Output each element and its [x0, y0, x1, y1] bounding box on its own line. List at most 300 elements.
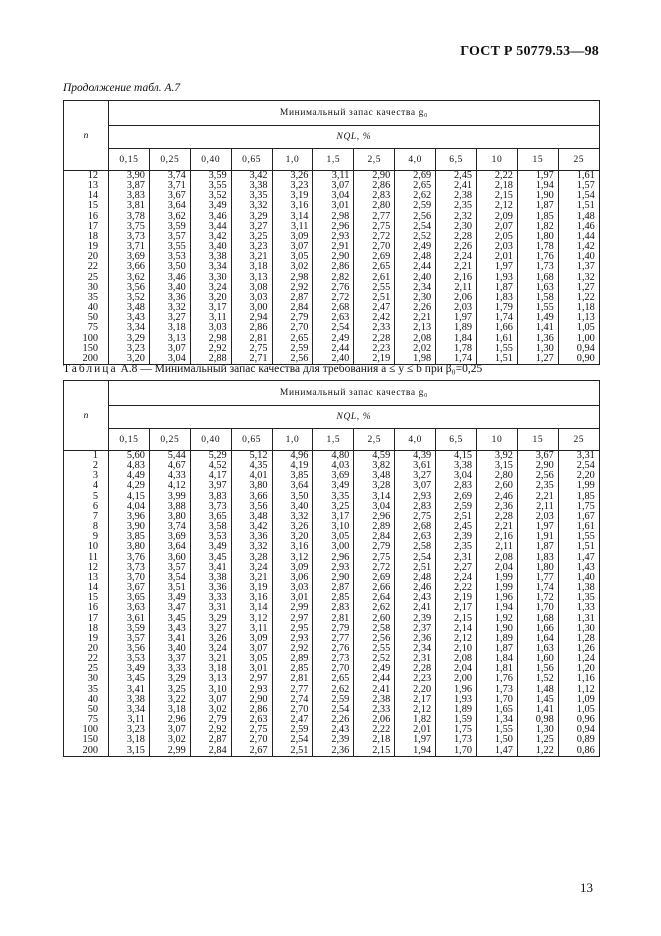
value-cell: 1,60 — [535, 653, 554, 665]
value-cell: 3,52 — [126, 291, 145, 303]
value-column — [190, 451, 231, 757]
value-cell: 3,19 — [249, 582, 268, 594]
value-cell: 3,03 — [208, 322, 227, 334]
value-cell: 3,09 — [249, 632, 268, 644]
value-cell: 1,55 — [535, 302, 554, 314]
value-cell: 1,87 — [535, 541, 554, 553]
value-cell: 2,83 — [372, 190, 391, 202]
value-cell: 3,45 — [167, 612, 186, 624]
value-cell: 2,03 — [535, 510, 554, 522]
sample-size-cell: 15 — [87, 200, 98, 212]
value-cell: 2,51 — [453, 510, 473, 522]
value-cell: 3,01 — [331, 200, 350, 212]
value-cell: 3,67 — [535, 450, 554, 461]
value-cell: 3,92 — [494, 450, 513, 461]
value-column — [231, 451, 272, 757]
value-cell: 2,40 — [331, 352, 350, 364]
value-cell: 1,40 — [576, 571, 595, 583]
value-cell: 4,29 — [126, 480, 145, 492]
nql-level-header: 6,5 — [436, 429, 477, 451]
value-cell: 3,62 — [167, 210, 186, 222]
value-cell: 2,18 — [372, 734, 391, 746]
value-cell: 3,63 — [126, 602, 145, 614]
value-cell: 3,90 — [126, 170, 145, 181]
value-cell: 3,46 — [167, 271, 186, 283]
value-cell: 2,51 — [413, 561, 432, 573]
value-cell: 1,30 — [535, 724, 554, 736]
value-cell: 2,58 — [413, 541, 432, 553]
value-column — [517, 171, 558, 365]
value-cell: 2,61 — [372, 271, 391, 283]
value-cell: 3,11 — [290, 220, 309, 232]
value-cell: 3,55 — [208, 180, 227, 192]
value-cell: 3,82 — [372, 460, 391, 472]
value-cell: 2,59 — [331, 693, 350, 705]
value-cell: 1,68 — [535, 612, 554, 624]
value-cell: 3,16 — [290, 200, 309, 212]
value-cell: 2,65 — [290, 332, 309, 344]
value-cell: 2,18 — [494, 180, 513, 192]
sample-size-cell: 15 — [87, 592, 98, 604]
value-cell: 2,01 — [413, 724, 432, 736]
value-cell: 3,02 — [290, 261, 309, 273]
value-cell: 3,99 — [167, 490, 186, 502]
value-cell: 2,70 — [331, 663, 350, 675]
value-cell: 3,30 — [208, 271, 227, 283]
value-cell: 3,49 — [331, 480, 350, 492]
value-cell: 2,21 — [413, 312, 432, 324]
value-cell: 1,51 — [576, 541, 595, 553]
sample-size-cell: 2 — [92, 460, 98, 472]
value-cell: 1,32 — [576, 271, 595, 283]
value-cell: 2,11 — [536, 500, 554, 512]
value-cell: 2,01 — [494, 251, 513, 263]
value-cell: 3,45 — [126, 673, 145, 685]
nql-level-header: 15 — [517, 149, 558, 171]
value-cell: 3,23 — [290, 180, 309, 192]
sample-size-cell: 22 — [87, 261, 98, 273]
value-cell: 3,42 — [208, 230, 227, 242]
value-cell: 3,61 — [413, 460, 432, 472]
value-cell: 2,26 — [413, 302, 432, 314]
value-cell: 2,51 — [372, 291, 391, 303]
value-cell: 3,03 — [290, 582, 309, 594]
value-column — [190, 171, 231, 365]
nql-level-header: 2,5 — [354, 149, 395, 171]
value-cell: 3,55 — [167, 241, 186, 253]
value-cell: 1,99 — [494, 571, 513, 583]
sample-size-cell: 20 — [87, 251, 98, 263]
value-cell: 2,93 — [331, 561, 350, 573]
value-cell: 2,42 — [372, 312, 391, 324]
value-cell: 2,81 — [290, 673, 309, 685]
value-cell: 3,02 — [208, 703, 227, 715]
value-cell: 1,82 — [413, 714, 432, 726]
value-cell: 2,30 — [453, 220, 473, 232]
value-cell: 4,03 — [331, 460, 350, 472]
value-cell: 1,75 — [576, 500, 595, 512]
value-cell: 3,18 — [167, 322, 186, 334]
sample-size-cell: 11 — [88, 551, 98, 563]
value-cell: 3,17 — [331, 510, 350, 522]
value-cell: 2,23 — [413, 673, 432, 685]
sample-size-cell: 20 — [87, 642, 98, 654]
value-cell: 3,64 — [167, 200, 186, 212]
value-cell: 2,28 — [453, 230, 473, 242]
value-cell: 2,44 — [331, 342, 350, 354]
value-cell: 3,11 — [331, 170, 350, 181]
value-cell: 1,09 — [576, 693, 595, 705]
value-cell: 2,54 — [331, 703, 350, 715]
value-cell: 2,13 — [413, 322, 432, 334]
value-cell: 2,80 — [372, 200, 391, 212]
value-cell: 4,49 — [126, 470, 145, 482]
value-cell: 3,59 — [208, 170, 227, 181]
value-cell: 2,75 — [249, 342, 268, 354]
value-cell: 2,41 — [453, 180, 473, 192]
value-cell: 4,01 — [249, 470, 268, 482]
value-cell: 3,07 — [413, 480, 432, 492]
value-cell: 3,34 — [208, 261, 227, 273]
value-cell: 1,76 — [535, 251, 554, 263]
value-cell: 2,60 — [494, 480, 513, 492]
sample-size-cell: 25 — [87, 663, 98, 675]
value-cell: 3,25 — [249, 230, 268, 242]
value-cell: 3,62 — [126, 271, 145, 283]
value-cell: 3,88 — [167, 500, 186, 512]
value-cell: 3,65 — [208, 510, 227, 522]
value-cell: 1,27 — [535, 352, 554, 364]
value-cell: 3,65 — [126, 592, 145, 604]
value-cell: 4,59 — [372, 450, 391, 461]
value-cell: 3,83 — [208, 490, 227, 502]
value-cell: 5,60 — [126, 450, 145, 461]
value-cell: 2,35 — [453, 541, 473, 553]
nql-level-header: 1,5 — [313, 429, 354, 451]
value-cell: 2,20 — [576, 470, 595, 482]
column-header-min-quality-margin: Минимальный запас качества g₀ — [109, 381, 600, 406]
value-cell: 1,87 — [494, 642, 513, 654]
value-cell: 2,23 — [372, 342, 391, 354]
value-cell: 1,36 — [535, 332, 554, 344]
value-cell: 2,92 — [290, 281, 309, 293]
value-cell: 3,78 — [126, 210, 145, 222]
value-cell: 1,82 — [535, 220, 554, 232]
sample-size-cell: 16 — [87, 210, 98, 222]
value-cell: 2,79 — [290, 312, 309, 324]
value-cell: 1,85 — [535, 210, 554, 222]
value-cell: 1,97 — [453, 312, 473, 324]
value-cell: 1,05 — [576, 322, 595, 334]
value-cell: 1,56 — [535, 663, 554, 675]
value-column — [477, 451, 518, 757]
value-cell: 1,41 — [535, 703, 554, 715]
value-cell: 3,07 — [208, 693, 227, 705]
value-cell: 3,11 — [127, 714, 145, 726]
value-cell: 3,29 — [208, 612, 227, 624]
value-column — [517, 451, 558, 757]
value-cell: 1,70 — [535, 602, 554, 614]
value-cell: 1,76 — [494, 673, 513, 685]
value-cell: 1,38 — [576, 582, 595, 594]
value-cell: 3,11 — [209, 312, 227, 324]
value-cell: 3,21 — [249, 251, 268, 263]
value-column — [109, 171, 150, 365]
sample-size-cell: 14 — [87, 190, 98, 202]
value-cell: 2,46 — [494, 490, 513, 502]
value-cell: 2,59 — [453, 500, 473, 512]
value-column — [354, 451, 395, 757]
value-cell: 2,92 — [208, 724, 227, 736]
value-cell: 3,20 — [290, 531, 309, 543]
nql-level-header: 10 — [477, 429, 518, 451]
sample-size-cell: 14 — [87, 582, 98, 594]
value-cell: 1,47 — [494, 744, 513, 756]
value-cell: 2,91 — [331, 241, 350, 253]
value-cell: 3,41 — [126, 683, 145, 695]
value-cell: 1,46 — [576, 220, 595, 232]
sample-size-cell: 75 — [87, 322, 98, 334]
value-cell: 3,38 — [126, 693, 145, 705]
value-cell: 3,14 — [372, 490, 391, 502]
nql-level-header: 0,15 — [109, 429, 150, 451]
value-cell: 1,51 — [576, 200, 595, 212]
value-cell: 1,74 — [453, 352, 473, 364]
value-cell: 3,60 — [167, 551, 186, 563]
value-cell: 4,96 — [290, 450, 309, 461]
value-cell: 2,68 — [331, 302, 350, 314]
value-cell: 2,03 — [494, 241, 513, 253]
value-cell: 2,21 — [453, 261, 473, 273]
value-cell: 1,74 — [494, 312, 513, 324]
value-cell: 1,00 — [576, 332, 595, 344]
value-cell: 2,98 — [290, 271, 309, 283]
value-cell: 2,83 — [413, 500, 432, 512]
value-cell: 2,96 — [372, 510, 391, 522]
value-cell: 2,31 — [413, 653, 432, 665]
value-cell: 3,25 — [167, 683, 186, 695]
value-cell: 1,22 — [535, 744, 554, 756]
value-cell: 2,62 — [331, 683, 350, 695]
value-cell: 1,55 — [494, 724, 513, 736]
nql-level-header: 0,25 — [149, 149, 190, 171]
value-cell: 2,17 — [453, 602, 473, 614]
value-cell: 2,52 — [372, 653, 391, 665]
value-cell: 1,78 — [535, 241, 554, 253]
value-column — [354, 171, 395, 365]
value-cell: 2,97 — [249, 673, 268, 685]
value-cell: 5,44 — [167, 450, 186, 461]
value-cell: 3,66 — [126, 261, 145, 273]
value-cell: 1,31 — [576, 612, 595, 624]
value-cell: 3,26 — [290, 170, 309, 181]
value-cell: 5,12 — [249, 450, 268, 461]
value-cell: 2,39 — [413, 612, 432, 624]
sample-size-cell: 13 — [87, 571, 98, 583]
value-cell: 2,96 — [167, 714, 186, 726]
value-cell: 2,71 — [249, 352, 268, 364]
value-cell: 2,36 — [494, 500, 513, 512]
value-cell: 3,75 — [126, 220, 145, 232]
value-cell: 2,46 — [413, 582, 432, 594]
value-cell: 2,62 — [413, 190, 432, 202]
value-cell: 3,29 — [167, 673, 186, 685]
value-cell: 2,54 — [413, 220, 432, 232]
value-cell: 3,04 — [372, 500, 391, 512]
value-cell: 3,24 — [249, 561, 268, 573]
value-cell: 2,35 — [453, 200, 473, 212]
value-cell: 3,36 — [167, 291, 186, 303]
value-cell: 3,13 — [249, 271, 268, 283]
sample-size-cell: 30 — [87, 673, 98, 685]
value-cell: 2,89 — [290, 653, 309, 665]
sample-size-cell: 18 — [87, 622, 98, 634]
value-cell: 3,05 — [331, 531, 350, 543]
value-cell: 3,53 — [167, 251, 186, 263]
sample-size-cell: 17 — [87, 612, 98, 624]
value-cell: 1,99 — [494, 582, 513, 594]
value-cell: 2,66 — [372, 582, 391, 594]
sample-size-column — [64, 451, 109, 757]
value-column — [395, 451, 436, 757]
value-cell: 3,31 — [576, 450, 595, 461]
nql-level-header: 10 — [477, 149, 518, 171]
value-cell: 3,35 — [331, 490, 350, 502]
value-cell: 2,24 — [453, 571, 473, 583]
value-cell: 1,22 — [576, 291, 595, 303]
value-cell: 2,86 — [372, 180, 391, 192]
value-cell: 2,63 — [249, 714, 268, 726]
value-cell: 2,87 — [331, 582, 350, 594]
value-cell: 3,11 — [249, 622, 268, 634]
value-cell: 3,09 — [290, 230, 309, 242]
sample-size-cell: 9 — [92, 531, 98, 543]
value-cell: 1,27 — [576, 281, 595, 293]
value-cell: 2,70 — [290, 322, 309, 334]
value-cell: 2,43 — [413, 592, 432, 604]
value-cell: 2,76 — [331, 642, 350, 654]
value-cell: 1,58 — [535, 291, 554, 303]
value-cell: 2,15 — [372, 744, 391, 756]
value-cell: 1,73 — [535, 261, 554, 273]
value-cell: 3,18 — [249, 261, 268, 273]
value-cell: 4,35 — [249, 460, 268, 472]
value-cell: 2,41 — [372, 683, 391, 695]
value-cell: 3,69 — [167, 531, 186, 543]
value-cell: 2,11 — [495, 541, 513, 553]
value-cell: 3,58 — [208, 521, 227, 533]
value-cell: 1,77 — [535, 571, 554, 583]
value-cell: 5,29 — [208, 450, 227, 461]
value-cell: 2,75 — [413, 510, 432, 522]
value-cell: 1,94 — [413, 744, 432, 756]
value-cell: 3,32 — [167, 302, 186, 314]
value-cell: 1,51 — [494, 352, 513, 364]
value-cell: 3,70 — [126, 571, 145, 583]
value-cell: 2,09 — [494, 210, 513, 222]
value-cell: 2,24 — [453, 251, 473, 263]
value-cell: 3,06 — [290, 571, 309, 583]
value-cell: 2,02 — [413, 342, 432, 354]
value-cell: 2,82 — [331, 271, 350, 283]
value-cell: 3,67 — [126, 582, 145, 594]
value-cell: 2,26 — [331, 714, 350, 726]
value-cell: 2,20 — [413, 683, 432, 695]
value-cell: 2,73 — [331, 653, 350, 665]
value-cell: 3,16 — [290, 541, 309, 553]
value-cell: 1,73 — [494, 683, 513, 695]
value-cell: 2,28 — [494, 510, 513, 522]
value-cell: 4,39 — [413, 450, 432, 461]
value-cell: 3,18 — [167, 703, 186, 715]
value-cell: 2,34 — [413, 281, 432, 293]
value-cell: 3,97 — [208, 480, 227, 492]
value-cell: 1,40 — [576, 251, 595, 263]
value-cell: 0,90 — [576, 352, 595, 364]
value-cell: 1,72 — [535, 592, 554, 604]
value-cell: 1,80 — [535, 561, 554, 573]
value-cell: 3,42 — [249, 521, 268, 533]
sample-size-cell: 40 — [87, 302, 98, 314]
value-cell: 2,90 — [331, 571, 350, 583]
value-cell: 3,27 — [208, 622, 227, 634]
value-cell: 1,99 — [576, 480, 595, 492]
value-cell: 2,89 — [372, 521, 391, 533]
value-cell: 1,63 — [535, 281, 554, 293]
value-cell: 2,56 — [413, 210, 432, 222]
value-cell: 3,27 — [413, 470, 432, 482]
value-cell: 2,69 — [372, 251, 391, 263]
value-cell: 3,12 — [249, 612, 268, 624]
value-cell: 1,74 — [535, 582, 554, 594]
value-cell: 3,01 — [290, 592, 309, 604]
sample-size-cell: 35 — [87, 291, 98, 303]
value-cell: 3,74 — [167, 521, 186, 533]
value-cell: 3,80 — [167, 510, 186, 522]
sample-size-cell: 12 — [87, 170, 98, 181]
column-header-min-quality-margin: Минимальный запас качества g₀ — [109, 101, 600, 126]
value-cell: 2,26 — [453, 241, 473, 253]
value-cell: 3,61 — [126, 612, 145, 624]
value-cell: 2,88 — [208, 352, 227, 364]
value-cell: 2,95 — [290, 622, 309, 634]
value-cell: 3,74 — [167, 170, 186, 181]
value-cell: 1,87 — [535, 200, 554, 212]
value-cell: 1,33 — [576, 602, 595, 614]
value-cell: 3,31 — [208, 602, 227, 614]
value-cell: 2,86 — [249, 322, 268, 334]
value-cell: 2,84 — [290, 302, 309, 314]
value-cell: 3,09 — [290, 561, 309, 573]
value-cell: 2,44 — [413, 261, 432, 273]
value-cell: 3,73 — [126, 230, 145, 242]
value-cell: 1,83 — [494, 291, 513, 303]
value-cell: 1,66 — [494, 322, 513, 334]
sample-size-cell: 200 — [82, 744, 98, 756]
value-cell: 3,64 — [290, 480, 309, 492]
value-cell: 2,21 — [494, 521, 513, 533]
nql-level-header: 1,0 — [272, 149, 313, 171]
value-cell: 3,57 — [167, 561, 186, 573]
value-cell: 1,98 — [413, 352, 432, 364]
value-cell: 1,48 — [535, 683, 554, 695]
value-column — [313, 171, 354, 365]
value-cell: 3,17 — [208, 302, 227, 314]
value-cell: 4,17 — [208, 470, 227, 482]
value-cell: 3,34 — [126, 322, 145, 334]
value-cell: 3,38 — [453, 460, 473, 472]
value-cell: 0,94 — [576, 724, 595, 736]
